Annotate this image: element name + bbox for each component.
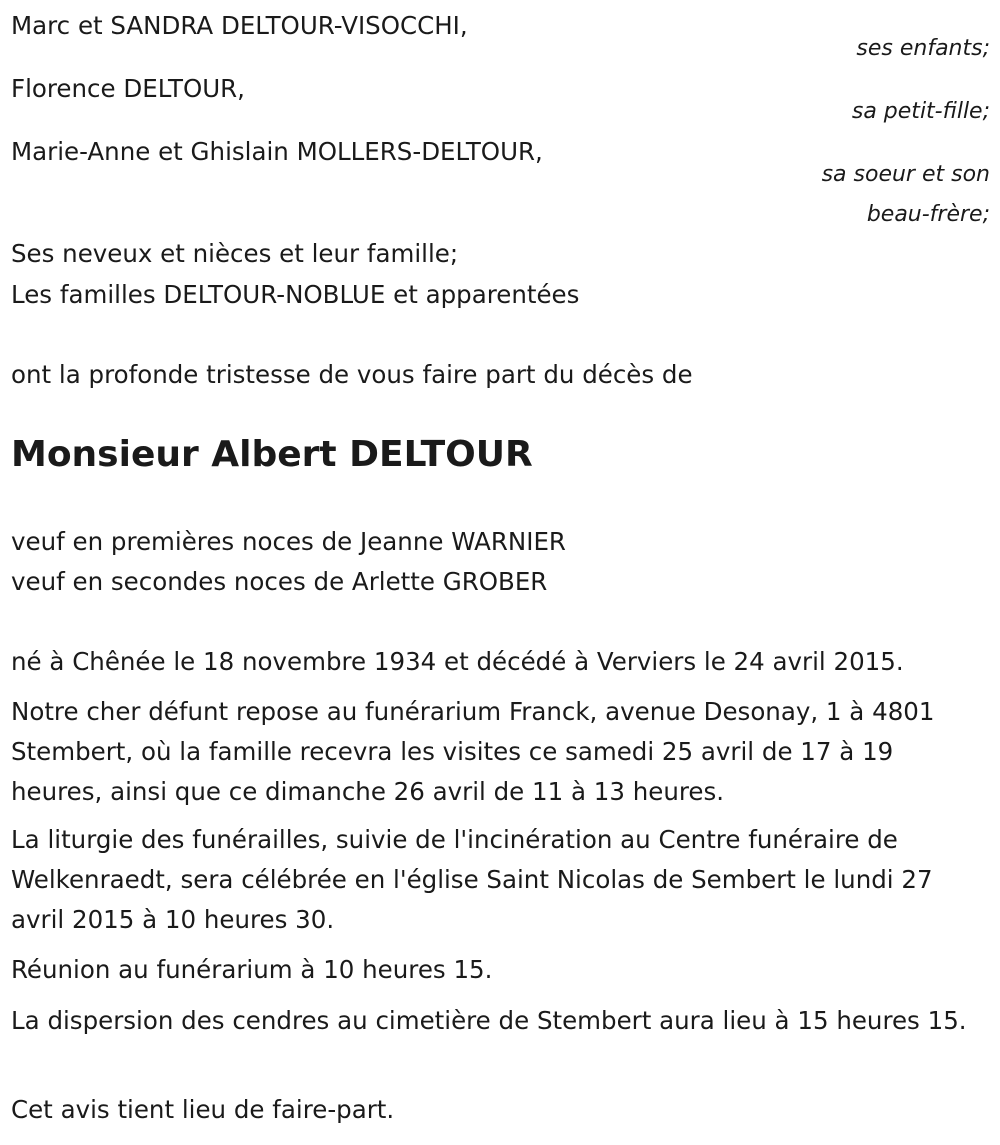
- deceased-name: Monsieur Albert DELTOUR: [11, 434, 533, 475]
- announcement-line: ont la profonde tristesse de vous faire part du décès de: [11, 360, 693, 389]
- ashes-paragraph: La dispersion des cendres au cimetière de Stembert aura lieu à 15 heures 15.: [11, 1006, 967, 1035]
- children-names: Marc et SANDRA DELTOUR-VISOCCHI,: [11, 11, 468, 40]
- birth-death-line: né à Chênée le 18 novembre 1934 et décédé à Verviers le 24 avril 2015.: [11, 647, 904, 676]
- sister-relation-line2: beau-frère;: [866, 202, 990, 227]
- meeting-paragraph: Réunion au funérarium à 10 heures 15.: [11, 955, 493, 984]
- sister-relation-line1: sa soeur et son: [821, 162, 990, 187]
- viewing-paragraph: Notre cher défunt repose au funérarium Franck, avenue Desonay, 1 à 4801 Stembert, où la famille recevra les visites ce samedi 25 avril de 17 à 19 heures, ainsi que ce dimanche 26 avril de 11 à 13 heures.: [11, 697, 935, 806]
- nephews-line: Ses neveux et nièces et leur famille;: [11, 239, 459, 268]
- notice-paragraph: Cet avis tient lieu de faire-part.: [11, 1095, 395, 1124]
- widower-first-line: veuf en premières noces de Jeanne WARNIER: [11, 527, 566, 556]
- children-relation: ses enfants;: [856, 36, 990, 61]
- sister-names: Marie-Anne et Ghislain MOLLERS-DELTOUR,: [11, 137, 543, 166]
- widower-second-line: veuf en secondes noces de Arlette GROBER: [11, 567, 548, 596]
- granddaughter-name: Florence DELTOUR,: [11, 74, 245, 103]
- families-line: Les familles DELTOUR-NOBLUE et apparentées: [11, 280, 580, 309]
- liturgy-paragraph: La liturgie des funérailles, suivie de l'incinération au Centre funéraire de Welkenraedt, sera célébrée en l'église Saint Nicolas de Sembert le lundi 27 avril 2015 à 10 heures 30.: [11, 825, 933, 934]
- granddaughter-relation: sa petit-fille;: [851, 99, 990, 124]
